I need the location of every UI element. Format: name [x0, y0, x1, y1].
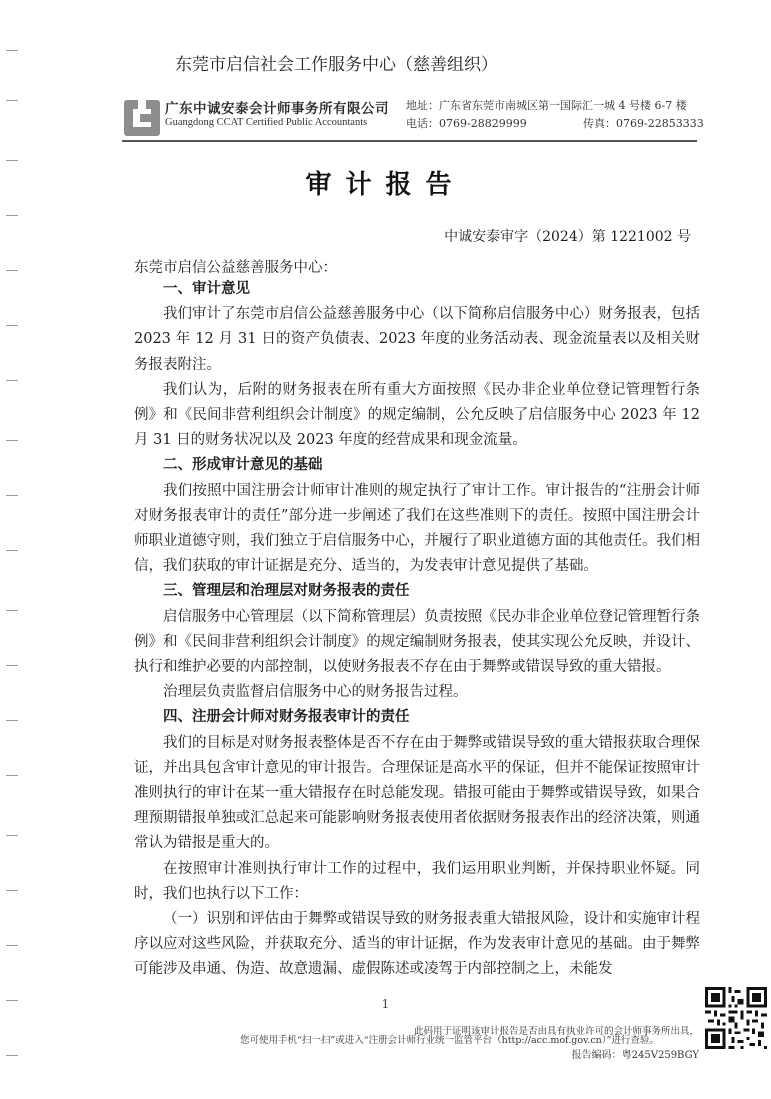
section-heading: 三、管理层和治理层对财务报表的责任 [163, 583, 410, 600]
firm-name-en: Guangdong CCAT Certified Public Accountants [165, 117, 368, 128]
firm-tel: 电话：0769-28829999 [406, 117, 527, 130]
section-heading: 四、注册会计师对财务报表审计的责任 [163, 709, 410, 726]
verify-note: 此码用于证明该审计报告是否由具有执业许可的会计师事务所出具， [413, 1026, 699, 1037]
paragraph: 我们审计了东莞市启信公益慈善服务中心（以下简称启信服务中心）财务报表，包括 2023 年 12 月 31 日的资产负债表、2023 年度的业务活动表、现金流量表以及相关财务报表附注。 [134, 306, 700, 373]
paragraph: 我们认为，后附的财务报表在所有重大方面按照《民办非企业单位登记管理暂行条例》和《民间非营利组织会计制度》的规定编制，公允反映了启信服务中心 2023 年 12 月 31 日的财务状况以及 2023 年度的经营成果和现金流量。 [134, 381, 700, 449]
client-title: 东莞市启信社会工作服务中心（慈善组织） [175, 55, 498, 75]
document-title: 审计报告 [305, 170, 466, 200]
paragraph: 治理层负责监督启信服务中心的财务报告过程。 [163, 684, 468, 701]
firm-logo-icon [122, 96, 162, 138]
firm-name-cn: 广东中诚安泰会计师事务所有限公司 [165, 101, 389, 117]
paragraph: 我们按照中国注册会计师审计准则的规定执行了审计工作。审计报告的“注册会计师对财务报表审计的责任”部分进一步阐述了我们在这些准则下的责任。按照中国注册会计师职业道德守则，我们独立于启信服务中心，并履行了职业道德方面的其他责任。我们相信，我们获取的审计证据是充分、适当的，为发表审计意见提供了基础。 [134, 482, 700, 575]
addressee: 东莞市启信公益慈善服务中心： [134, 260, 337, 276]
report-code: 报告编码：粤245V259BGY [571, 1050, 699, 1061]
report-body [134, 277, 700, 983]
page-number: 1 [381, 997, 390, 1011]
paragraph: 我们的目标是对财务报表整体是否不存在由于舞弊或错误导致的重大错报获取合理保证，并出具包含审计意见的审计报告。合理保证是高水平的保证，但并不能保证按照审计准则执行的审计在某一重大错报存在时总能发现。错报可能由于舞弊或错误导致，如果合理预期错报单独或汇总起来可能影响财务报表使用者依据财务报表作出的经济决策，则通常认为错报是重大的。 [134, 734, 700, 852]
scan-hint: 您可使用手机“扫一扫”或进入“注册会计师行业统一监管平台（http://acc.mof.gov.cn）”进行查验。 [240, 1035, 659, 1046]
firm-fax: 传真：0769-22853333 [583, 117, 704, 130]
firm-address: 地址：广东省东莞市南城区第一国际汇一城 4 号楼 6-7 楼 [406, 99, 687, 112]
section-heading: 一、审计意见 [163, 281, 250, 297]
paragraph: 在按照审计准则执行审计工作的过程中，我们运用职业判断，并保持职业怀疑。同时，我们也执行以下工作： [134, 860, 700, 902]
report-number: 中诚安泰审字（2024）第 1221002 号 [444, 229, 691, 245]
paragraph: （一）识别和评估由于舞弊或错误导致的财务报表重大错报风险，设计和实施审计程序以应对这些风险，并获取充分、适当的审计证据，作为发表审计意见的基础。由于舞弊可能涉及串通、伪造、故意遗漏、虚假陈述或凌驾于内部控制之上，未能发 [134, 911, 700, 978]
section-heading: 二、形成审计意见的基础 [163, 457, 323, 474]
letterhead-divider [122, 140, 697, 142]
paragraph: 启信服务中心管理层（以下简称管理层）负责按照《民办非企业单位登记管理暂行条例》和《民间非营利组织会计制度》的规定编制财务报表，使其实现公允反映，并设计、执行和维护必要的内部控制，以使财务报表不存在由于舞弊或错误导致的重大错报。 [134, 608, 700, 676]
qr-code-icon[interactable] [705, 987, 767, 1049]
